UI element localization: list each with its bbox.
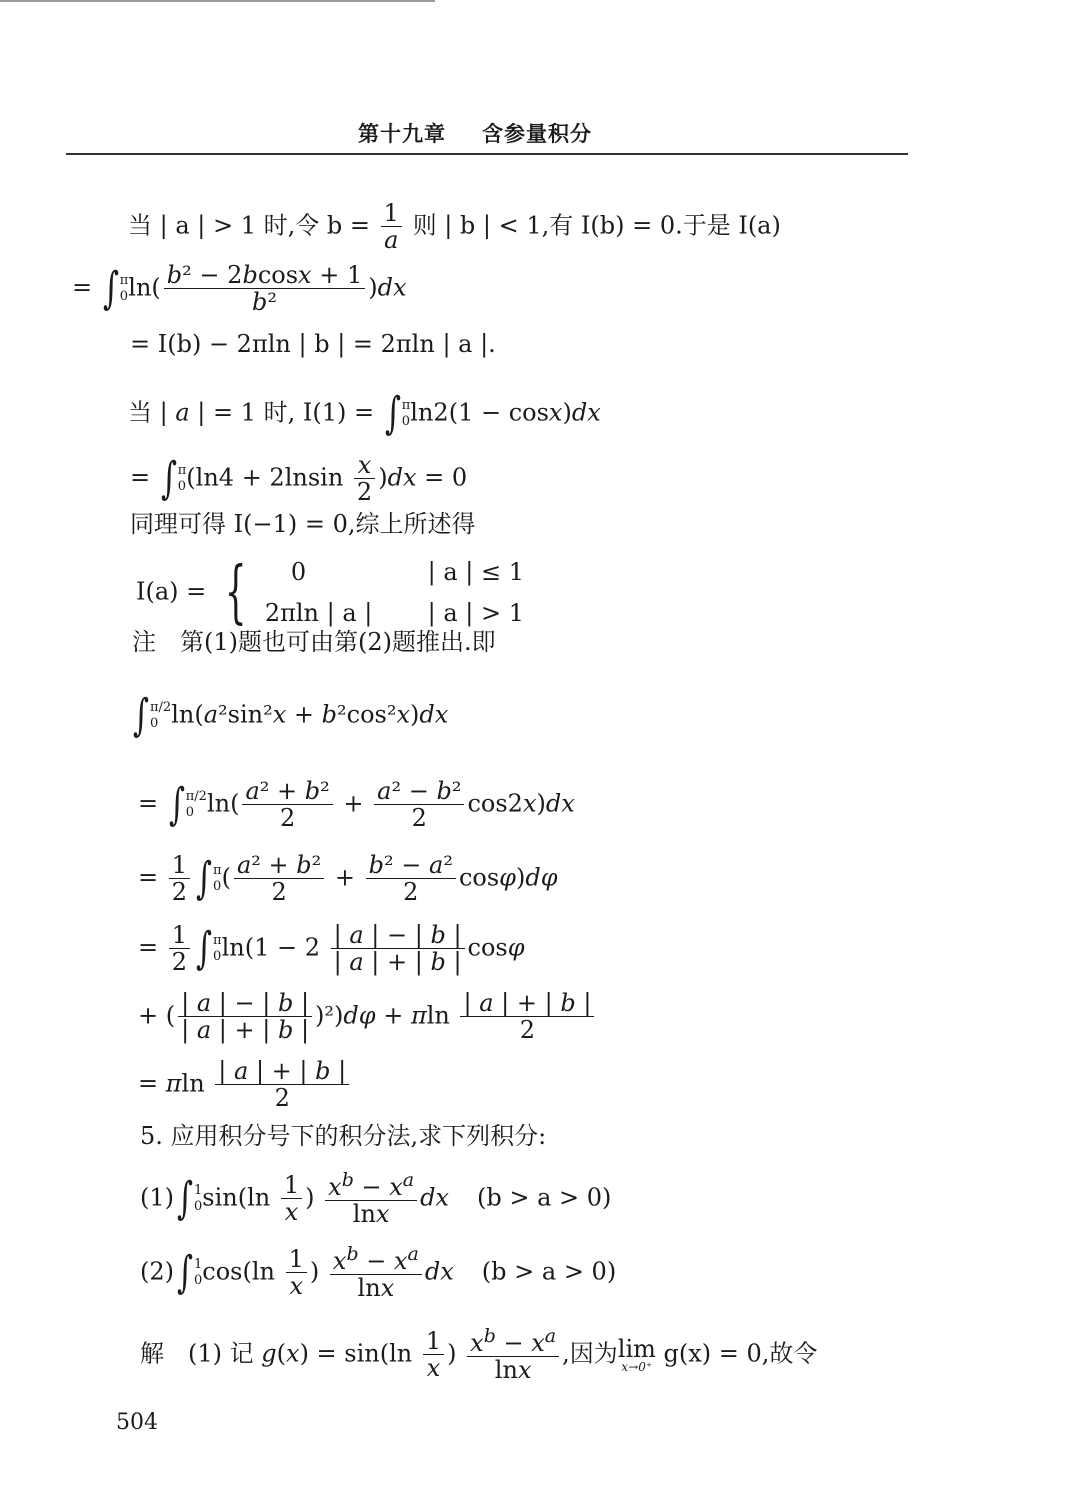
note-line	[132, 630, 496, 654]
line-case-a-gt-1	[128, 200, 781, 254]
problem-5	[140, 1124, 546, 1148]
equation-result-ln-a	[130, 332, 496, 356]
header-rule	[66, 153, 908, 155]
equation-ln-a2sin2: ∫ π/2 0 ln(a²sin²x + b²cos²x)dx	[133, 690, 449, 741]
limit-operator: lim x→0⁺	[617, 1334, 656, 1374]
chapter-title: 含参量积分	[482, 121, 592, 146]
case-condition-2: | a | > 1	[427, 598, 525, 627]
solution-line: 解 (1) 记 g(x) = sin(ln $\frac{1}{x}$ ) $\frac{x^b - x^a}{\ln x}$ ,因为 lim x→0⁺ g(x) = 0,故令	[140, 1325, 818, 1385]
text-l8: 注 第(1)题也可由第(2)题推出.即	[132, 628, 496, 656]
equation-ln4: = ∫ π 0 (ln4 + 2lnsin $\frac{x}{2}$ )dx = 0	[130, 451, 468, 507]
solution-suffix: g(x) = 0,故令	[663, 1339, 818, 1368]
text-l1-pre: 当 | a | > 1 时,令 b =	[128, 211, 370, 240]
part-2-condition: (b > a > 0)	[481, 1257, 617, 1286]
chapter-label: 第十九章	[358, 121, 446, 146]
text-l7-a: Ⅰ(a) =	[136, 577, 207, 606]
part-1-label: (1)	[140, 1183, 174, 1212]
line-case-a-eq-1: 当 | a | = 1 时, Ⅰ(1) = ∫ π 0 ln2(1 − cosx)dx	[128, 388, 601, 439]
equation-integral-b: = ∫ π 0 ln( $\frac{\text{b² − 2bcosx + 1}}{\text{b²}}$ )dx	[72, 261, 407, 317]
part-1-condition: (b > a > 0)	[477, 1183, 612, 1212]
piecewise-result	[136, 552, 524, 634]
left-brace: {	[224, 552, 247, 632]
top-edge-line	[0, 0, 435, 2]
line-similarly	[130, 512, 475, 536]
page-number: 504	[116, 1410, 158, 1435]
equation-ratio: = $\frac{1}{2}$ ∫ π 0 ln(1 − 2 $\frac{| a | - | b |}{| a | + | b |}$ cosφ	[138, 921, 525, 977]
text-l1-post: 则 | b | < 1,有 Ⅰ(b) = 0.于是 Ⅰ(a)	[412, 211, 781, 240]
text-l6: 同理可得 Ⅰ(−1) = 0,综上所述得	[130, 510, 476, 538]
fraction-1-over-a: $\frac{1}{a}$	[381, 200, 402, 254]
solution-because: ,因为	[562, 1339, 618, 1368]
text-l3: = Ⅰ(b) − 2πln | b | = 2πln | a |.	[130, 330, 496, 358]
problem-5-part-2: (2)∫ 1 0 cos(ln $\frac{1}{x}$ ) $\frac{x^b - x^a}{\ln x}$ dx (b > a > 0)	[140, 1243, 617, 1303]
case-conditions	[428, 552, 524, 634]
solution-prefix: 解 (1) 记	[140, 1339, 254, 1368]
equation-cos2x: = ∫ π/2 0 ln( $\frac{\text{a² + b²}}{2}$ + $\frac{\text{a² − b²}}{2}$ cos2x)dx	[138, 777, 575, 833]
equation-cos-phi: = $\frac{1}{2}$ ∫ π 0 ( $\frac{\text{a² + b²}}{2}$ + $\frac{\text{b² − a²}}{2}$ cosφ)dφ	[138, 851, 558, 907]
problem-5-part-1: (1)∫ 1 0 sin(ln $\frac{1}{x}$ ) $\frac{x^b - x^a}{\ln x}$ dx (b > a > 0)	[140, 1169, 612, 1229]
case-condition-1: | a | ≤ 1	[427, 558, 525, 586]
page-header	[358, 118, 592, 148]
case-values	[265, 552, 373, 634]
equation-final: = πln $\frac{| a | + | b |}{2}$	[138, 1058, 352, 1112]
text-l16: 5. 应用积分号下的积分法,求下列积分:	[140, 1122, 547, 1150]
case-value-2: 2πln | a |	[264, 598, 373, 627]
equation-ratio-squared: + ( $\frac{| a | - | b |}{| a | + | b |}$ )²)dφ + πln $\frac{| a | + | b |}{2}$	[138, 990, 597, 1044]
part-2-label: (2)	[140, 1257, 174, 1286]
case-value-1: 0	[290, 558, 307, 586]
